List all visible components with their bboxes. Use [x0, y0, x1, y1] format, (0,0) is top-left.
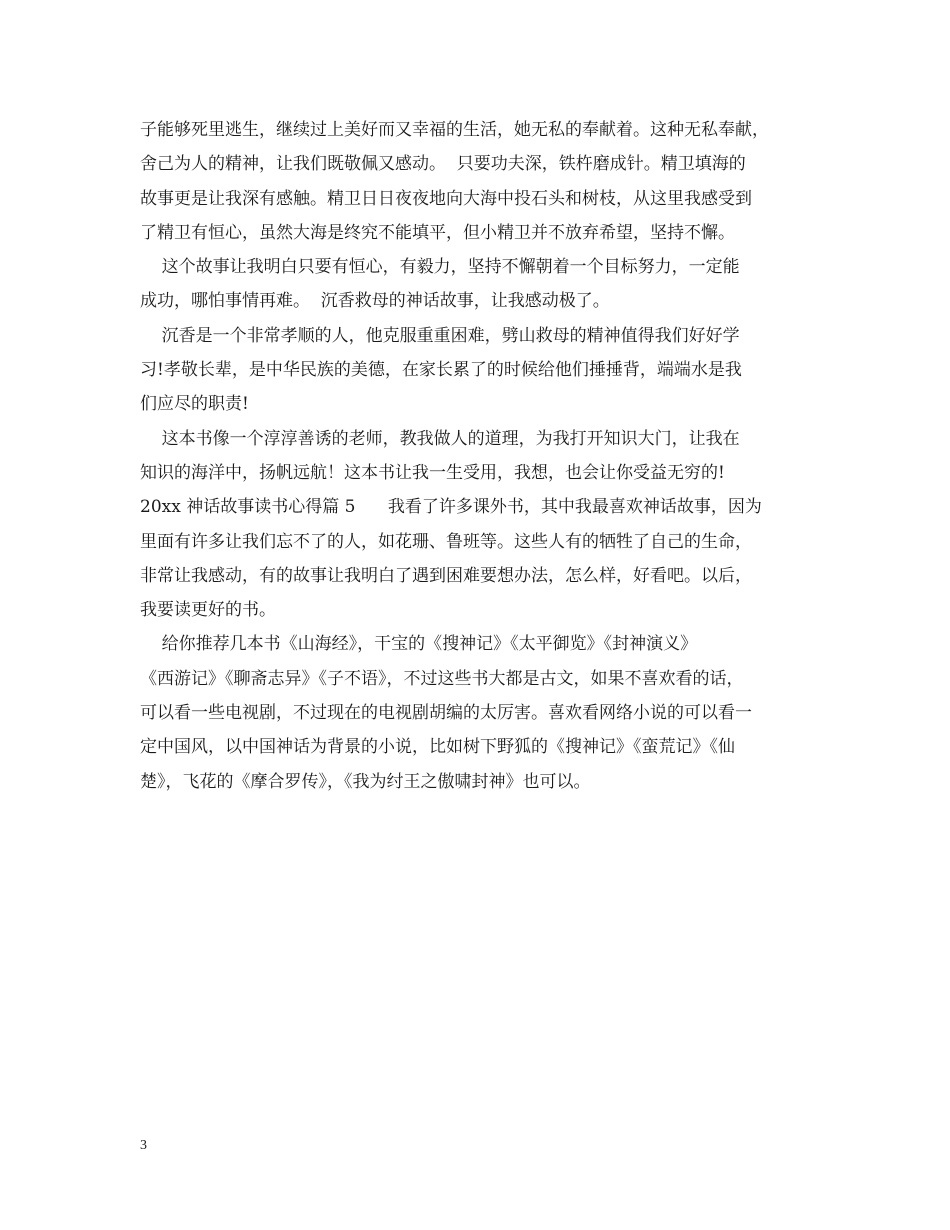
text-line-2: 舍己为人的精神，让我们既敬佩又感动。 只要功夫深，铁杵磨成针。精卫填海的 — [140, 154, 746, 175]
text-line-4: 了精卫有恒心，虽然大海是终究不能填平，但小精卫并不放弃希望，坚持不懈。 — [140, 222, 735, 243]
text-line-11: 知识的海洋中，扬帆远航！这本书让我一生受用，我想，也会让你受益无穷的! — [140, 462, 725, 483]
text-line-1: 子能够死里逃生，继续过上美好而又幸福的生活，她无私的奉献着。这种无私奉献， — [140, 120, 769, 140]
text-line-3: 故事更是让我深有感触。精卫日日夜夜地向大海中投石头和树枝，从这里我感受到 — [140, 188, 752, 209]
text-line-15: 我要读更好的书。 — [140, 600, 276, 621]
text-line-8: 习!孝敬长辈，是中华民族的美德，在家长累了的时候给他们捶捶背，端端水是我 — [140, 360, 742, 381]
text-line-9: 们应尽的职责! — [140, 394, 249, 415]
body-text — [140, 113, 830, 799]
text-line-7: 沉香是一个非常孝顺的人，他克服重重困难，劈山救母的精神值得我们好好学 — [140, 325, 740, 346]
text-line-6: 成功，哪怕事情再难。 沉香救母的神话故事，让我感动极了。 — [140, 291, 610, 312]
text-line-5: 这个故事让我明白只要有恒心，有毅力，坚持不懈朝着一个目标努力，一定能 — [140, 257, 740, 278]
text-line-18: 可以看一些电视剧，不过现在的电视剧胡编的太厉害。喜欢看网络小说的可以看一 — [140, 703, 752, 724]
text-line-19: 定中国风，以中国神话为背景的小说，比如树下野狐的《搜神记》《蛮荒记》《仙 — [140, 737, 735, 758]
text-line-20: 楚》，飞花的《摩合罗传》，《我为纣王之傲啸封神》也可以。 — [140, 771, 591, 792]
page-number: 3 — [140, 1138, 147, 1153]
text-line-12: 20xx 神话故事读书心得篇 5 我看了许多课外书，其中我最喜欢神话故事，因为 — [140, 497, 762, 518]
text-line-16: 给你推荐几本书《山海经》，干宝的《搜神记》《太平御览》《封神演义》 — [140, 634, 698, 655]
text-line-10: 这本书像一个淳淳善诱的老师，教我做人的道理，为我打开知识大门，让我在 — [140, 428, 740, 449]
text-line-14: 非常让我感动，有的故事让我明白了遇到困难要想办法，怎么样，好看吧。以后， — [140, 565, 752, 586]
text-line-13: 里面有许多让我们忘不了的人，如花珊、鲁班等。这些人有的牺牲了自己的生命， — [140, 531, 752, 552]
text-line-17: 《西游记》《聊斋志异》《子不语》，不过这些书大都是古文，如果不喜欢看的话， — [140, 668, 744, 689]
